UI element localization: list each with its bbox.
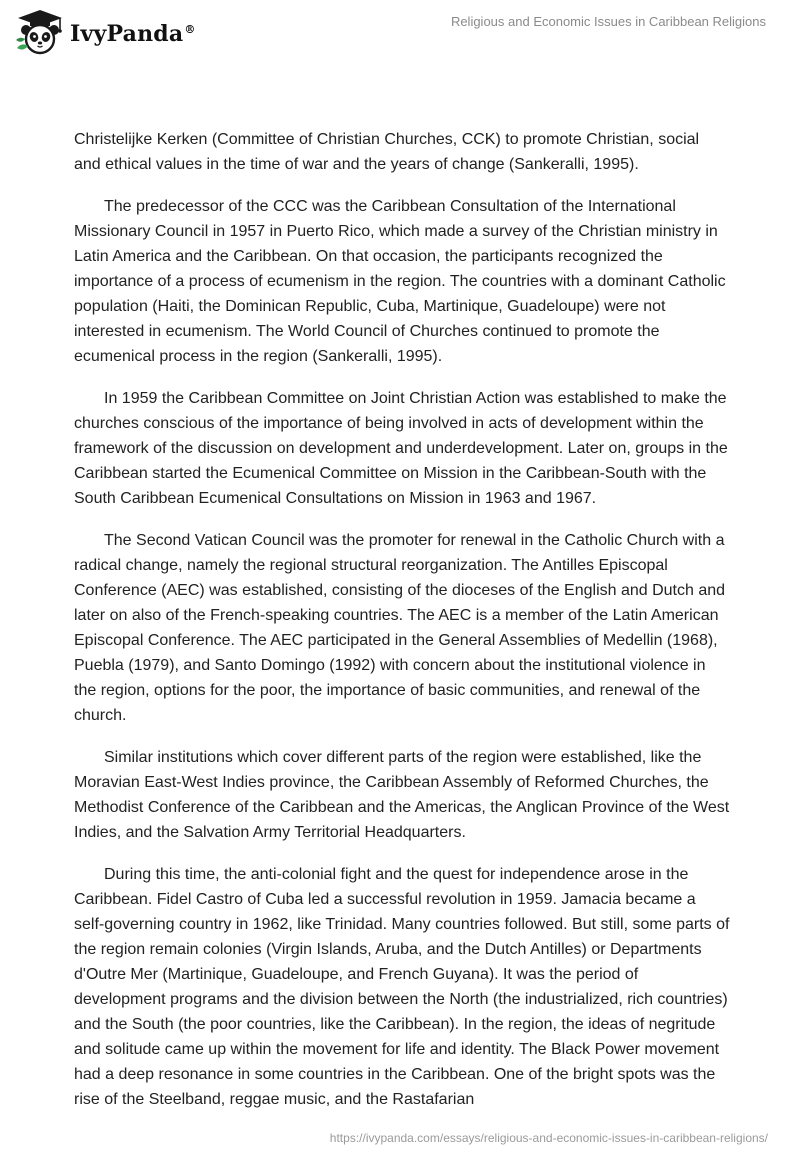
panda-graduate-icon — [14, 8, 66, 56]
paragraph: The Second Vatican Council was the promoter for renewal in the Catholic Church with a radical change, namely the regional structural reorganization. The Antilles Episcopal Conference (AEC) was established, consisting of the dioceses of the English and Dutch and later on also of the French-speaking countries. The AEC is a member of the Latin American Episcopal Conference. The AEC participated in the General Assemblies of Medellin (1968), Puebla (1979), and Santo Domingo (1992) with concern about the institutional violence in the region, options for the poor, the importance of basic communities, and renewal of the church. — [74, 532, 726, 724]
ivypanda-logo[interactable] — [14, 8, 196, 56]
paragraph: In 1959 the Caribbean Committee on Joint Christian Action was established to make the churches conscious of the importance of being involved in acts of development within the framework of the discussion on development and underdevelopment. Later on, groups in the Caribbean started the Ecumenical Committee on Mission in the Caribbean-South with the South Caribbean Ecumenical Consultations on Mission in 1963 and 1967. — [74, 390, 728, 507]
paragraph: Similar institutions which cover different parts of the region were established, like the Moravian East-West Indies province, the Caribbean Assembly of Reformed Churches, the Methodist Conference of the Caribbean and the Americas, the Anglican Province of the West Indies, and the Salvation Army Territorial Headquarters. — [74, 749, 730, 841]
page-header — [0, 0, 800, 62]
paragraph: During this time, the anti-colonial fight and the quest for independence arose in the Caribbean. Fidel Castro of Cuba led a successful revolution in 1959. Jamacia became a self-governing country in 1962, like Trinidad. Many countries followed. But still, some parts of the region remain colonies (Virgin Islands, Aruba, and the Dutch Antilles) or Departments d'Outre Mer (Martinique, Guadeloupe, and French Guyana). It was the period of development programs and the division between the North (the industrialized, rich countries) and the South (the poor countries, like the Caribbean). In the region, the ideas of negritude and solitude came up within the movement for life and identity. The Black Power movement had a deep resonance in some countries in the Caribbean. One of the bright spots was the rise of the Steelband, reggae music, and the Rastafarian — [74, 866, 730, 1108]
paragraph: The predecessor of the CCC was the Caribbean Consultation of the International Missionary Council in 1957 in Puerto Rico, which made a survey of the Christian ministry in Latin America and the Caribbean. On that occasion, the participants recognized the importance of a process of ecumenism in the region. The countries with a dominant Catholic population (Haiti, the Dominican Republic, Cuba, Martinique, Guadeloupe) were not interested in ecumenism. The World Council of Churches continued to promote the ecumenical process in the region (Sankeralli, 1995). — [74, 198, 726, 365]
registered-mark: ® — [184, 22, 196, 36]
brand-name: IvyPanda® — [70, 21, 196, 47]
document-title: Religious and Economic Issues in Caribbean Religions — [450, 14, 766, 29]
source-url[interactable]: https://ivypanda.com/essays/religious-and-economic-issues-in-caribbean-religions/ — [329, 1131, 768, 1145]
paragraph: Christelijke Kerken (Committee of Christian Churches, CCK) to promote Christian, social and ethical values in the time of war and the years of change (Sankeralli, 1995). — [74, 131, 700, 173]
essay-body — [74, 127, 730, 1112]
